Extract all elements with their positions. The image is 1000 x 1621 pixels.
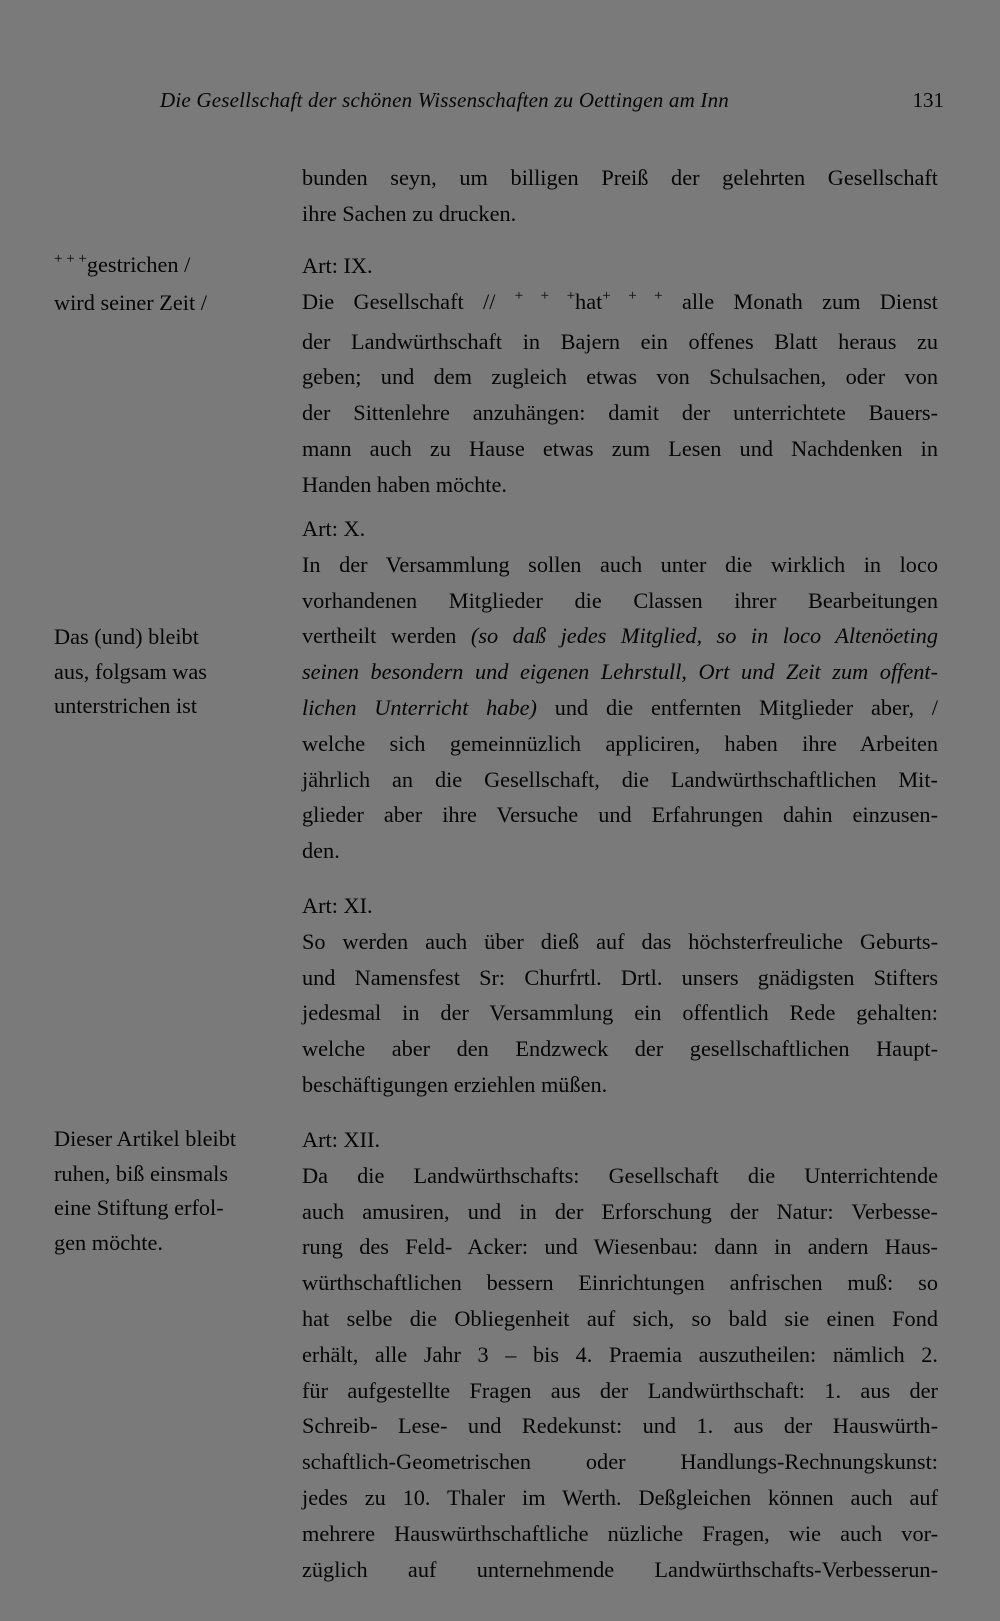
text-line bbox=[302, 690, 938, 726]
margin-note-2 bbox=[54, 620, 276, 724]
running-title: Die Gesellschaft der schönen Wissenschaften zu Oettingen am Inn bbox=[160, 88, 729, 112]
text-line: Da die Landwürthschafts: Gesellschaft die Unterrichtende bbox=[302, 1162, 938, 1188]
text-line: unterstrichen ist bbox=[54, 693, 198, 719]
italic-segment: lichen Unterricht habe) bbox=[302, 694, 537, 720]
insertion-mark: + + + bbox=[514, 287, 576, 304]
insertion-mark: + + + bbox=[54, 251, 87, 267]
text-line: gen möchte. bbox=[54, 1229, 163, 1255]
article-heading: Art: IX. bbox=[302, 253, 373, 278]
intro-paragraph bbox=[302, 160, 938, 232]
text-line: bunden seyn, um billigen Preiß der gelehrten Gesellschaft bbox=[302, 165, 938, 190]
italic-line: seinen besondern und eigenen Lehrstull, Ort und Zeit zum offent- bbox=[302, 659, 938, 685]
text-line bbox=[54, 248, 276, 286]
article-heading: Art: X. bbox=[302, 516, 366, 541]
text-line: für aufgestellte Fragen aus der Landwürthschaft: 1. aus der bbox=[302, 1377, 938, 1403]
text-line: Schreib- Lese- und Redekunst: und 1. aus der Hauswürth- bbox=[302, 1413, 938, 1439]
text-line: Handen haben möchte. bbox=[302, 471, 507, 497]
text-line: Das (und) bleibt bbox=[54, 624, 199, 649]
text-line: der Sittenlehre anzuhängen: damit der unterrichtete Bauers- bbox=[302, 400, 938, 426]
article-9 bbox=[302, 248, 938, 503]
text-line: mehrere Hauswürthschaftliche nüzliche Fragen, wie auch vor- bbox=[302, 1520, 938, 1546]
page-header bbox=[160, 88, 944, 122]
article-11 bbox=[302, 888, 938, 1103]
italic-segment: (so daß jedes Mitglied, so in loco Altenöeting bbox=[470, 623, 938, 649]
text-line: züglich auf unternehmende Landwürthschafts-Verbesserun- bbox=[302, 1556, 938, 1582]
text-line: aus, folgsam was bbox=[54, 658, 207, 684]
text-line: rung des Feld- Acker: und Wiesenbau: dann in andern Haus- bbox=[302, 1234, 938, 1260]
article-10 bbox=[302, 511, 938, 869]
text-line: jährlich an die Gesellschaft, die Landwürthschaftlichen Mit- bbox=[302, 766, 938, 792]
text-line: So werden auch über dieß auf das höchsterfreuliche Geburts- bbox=[302, 928, 938, 954]
text-segment: hat bbox=[575, 288, 603, 314]
text-line: jedesmal in der Versammlung ein offentlich Rede gehalten: bbox=[302, 1000, 938, 1026]
article-heading: Art: XI. bbox=[302, 893, 373, 918]
text-line: glieder aber ihre Versuche und Erfahrungen dahin einzusen- bbox=[302, 802, 938, 828]
text-line: den. bbox=[302, 838, 340, 864]
text-line: würthschaftlichen bessern Einrichtungen anfrischen muß: so bbox=[302, 1270, 938, 1296]
text-line: beschäftigungen erziehlen müßen. bbox=[302, 1071, 608, 1097]
text-line: hat selbe die Obliegenheit auf sich, so bald sie einen Fond bbox=[302, 1305, 938, 1331]
text-segment: alle Monath zum Dienst bbox=[681, 288, 939, 314]
text-line: ihre Sachen zu drucken. bbox=[302, 200, 517, 226]
text-line: mann auch zu Hause etwas zum Lesen und Nachdenken in bbox=[302, 435, 938, 461]
text-line: erhält, alle Jahr 3 – bis 4. Praemia auszutheilen: nämlich 2. bbox=[302, 1341, 938, 1367]
text-line: auch amusiren, und in der Erforschung der Natur: Verbesse- bbox=[302, 1198, 938, 1224]
margin-note-1 bbox=[54, 248, 276, 320]
text-segment: gestrichen / bbox=[86, 252, 191, 277]
insertion-mark: + + + bbox=[602, 287, 663, 304]
text-line: welche sich gemeinnüzlich appliciren, haben ihre Arbeiten bbox=[302, 730, 938, 756]
text-line: der Landwürthschaft in Bajern ein offenes Blatt heraus zu bbox=[302, 328, 938, 354]
text-line: welche aber den Endzweck der gesellschaftlichen Haupt- bbox=[302, 1036, 938, 1062]
margin-note-3 bbox=[54, 1122, 276, 1260]
text-line bbox=[302, 284, 938, 324]
text-line: Dieser Artikel bleibt bbox=[54, 1126, 237, 1151]
text-line: vorhandenen Mitglieder die Classen ihrer Bearbeitungen bbox=[302, 587, 938, 613]
text-segment: Die Gesellschaft // bbox=[302, 288, 496, 314]
text-line: ruhen, biß einsmals bbox=[54, 1160, 229, 1186]
text-line: und Namensfest Sr: Churfrtl. Drtl. unsers gnädigsten Stifters bbox=[302, 964, 938, 990]
text-segment: und die entfernten Mitglieder aber, / bbox=[554, 694, 939, 720]
text-line: jedes zu 10. Thaler im Werth. Deßgleichen können auch auf bbox=[302, 1484, 938, 1510]
article-heading: Art: XII. bbox=[302, 1127, 381, 1152]
text-line: schaftlich-Geometrischen oder Handlungs-Rechnungskunst: bbox=[302, 1449, 938, 1475]
page-number: 131 bbox=[912, 88, 944, 112]
text-line: eine Stiftung erfol- bbox=[54, 1195, 224, 1221]
article-12 bbox=[302, 1122, 938, 1587]
text-segment: vertheilt werden bbox=[302, 623, 457, 649]
text-line: wird seiner Zeit / bbox=[54, 289, 207, 315]
text-line bbox=[302, 618, 938, 654]
text-line: In der Versammlung sollen auch unter die wirklich in loco bbox=[302, 551, 938, 577]
text-line: geben; und dem zugleich etwas von Schulsachen, oder von bbox=[302, 364, 938, 390]
